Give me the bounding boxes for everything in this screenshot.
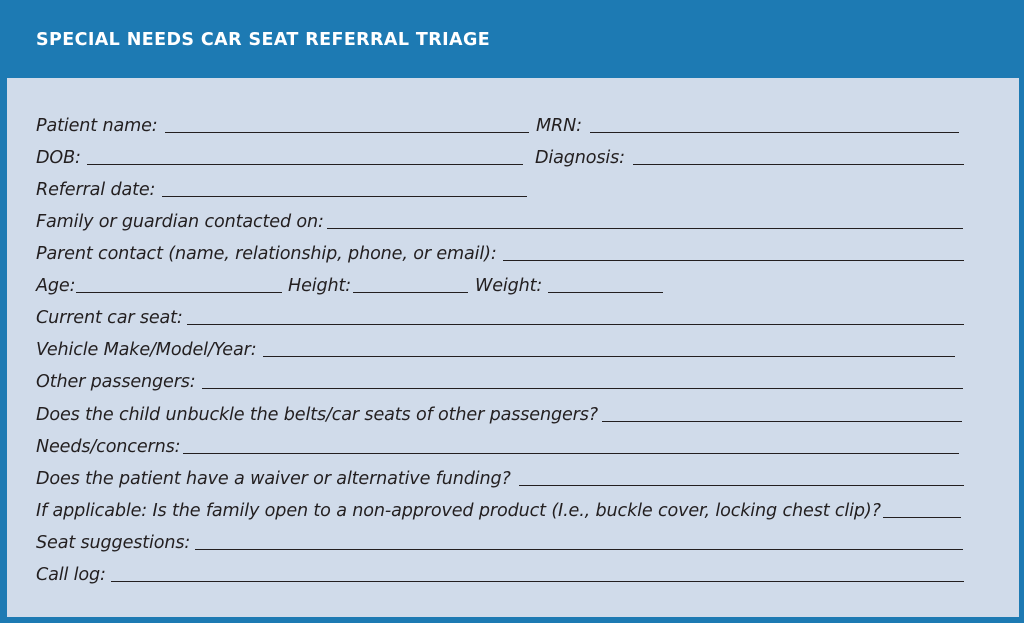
age-label: Age: bbox=[36, 276, 76, 296]
height-field[interactable] bbox=[353, 292, 468, 293]
other-passengers-label: Other passengers: bbox=[36, 372, 196, 392]
family-contacted-label: Family or guardian contacted on: bbox=[36, 212, 324, 232]
waiver-label: Does the patient have a waiver or alternative funding? bbox=[36, 469, 511, 489]
other-passengers-field[interactable] bbox=[202, 388, 963, 389]
current-car-seat-label: Current car seat: bbox=[36, 308, 183, 328]
unbuckle-label: Does the child unbuckle the belts/car seats of other passengers? bbox=[36, 405, 598, 425]
call-log-field[interactable] bbox=[111, 581, 964, 582]
weight-label: Weight: bbox=[475, 276, 543, 296]
parent-contact-label: Parent contact (name, relationship, phone, or email): bbox=[36, 244, 497, 264]
patient-name-field[interactable] bbox=[165, 132, 529, 133]
diagnosis-label: Diagnosis: bbox=[535, 148, 625, 168]
mrn-field[interactable] bbox=[590, 132, 959, 133]
non-approved-label: If applicable: Is the family open to a non-approved product (I.e., buckle cover, locking chest clip)? bbox=[36, 501, 881, 521]
age-field[interactable] bbox=[76, 292, 282, 293]
form-title: SPECIAL NEEDS CAR SEAT REFERRAL TRIAGE bbox=[36, 30, 491, 50]
vehicle-field[interactable] bbox=[263, 356, 955, 357]
mrn-label: MRN: bbox=[536, 116, 582, 136]
form-body bbox=[7, 78, 1019, 617]
seat-suggestions-label: Seat suggestions: bbox=[36, 533, 191, 553]
needs-concerns-field[interactable] bbox=[183, 453, 959, 454]
weight-field[interactable] bbox=[548, 292, 663, 293]
diagnosis-field[interactable] bbox=[633, 164, 964, 165]
parent-contact-field[interactable] bbox=[503, 260, 964, 261]
referral-date-field[interactable] bbox=[162, 196, 527, 197]
non-approved-field[interactable] bbox=[883, 517, 961, 518]
vehicle-label: Vehicle Make/Model/Year: bbox=[36, 340, 257, 360]
waiver-field[interactable] bbox=[519, 485, 964, 486]
needs-concerns-label: Needs/concerns: bbox=[36, 437, 181, 457]
patient-name-label: Patient name: bbox=[36, 116, 158, 136]
dob-field[interactable] bbox=[87, 164, 523, 165]
dob-label: DOB: bbox=[36, 148, 81, 168]
referral-date-label: Referral date: bbox=[36, 180, 156, 200]
call-log-label: Call log: bbox=[36, 565, 106, 585]
family-contacted-field[interactable] bbox=[327, 228, 963, 229]
seat-suggestions-field[interactable] bbox=[195, 549, 963, 550]
unbuckle-field[interactable] bbox=[602, 421, 962, 422]
height-label: Height: bbox=[288, 276, 352, 296]
current-car-seat-field[interactable] bbox=[187, 324, 964, 325]
form-header bbox=[0, 0, 1024, 78]
